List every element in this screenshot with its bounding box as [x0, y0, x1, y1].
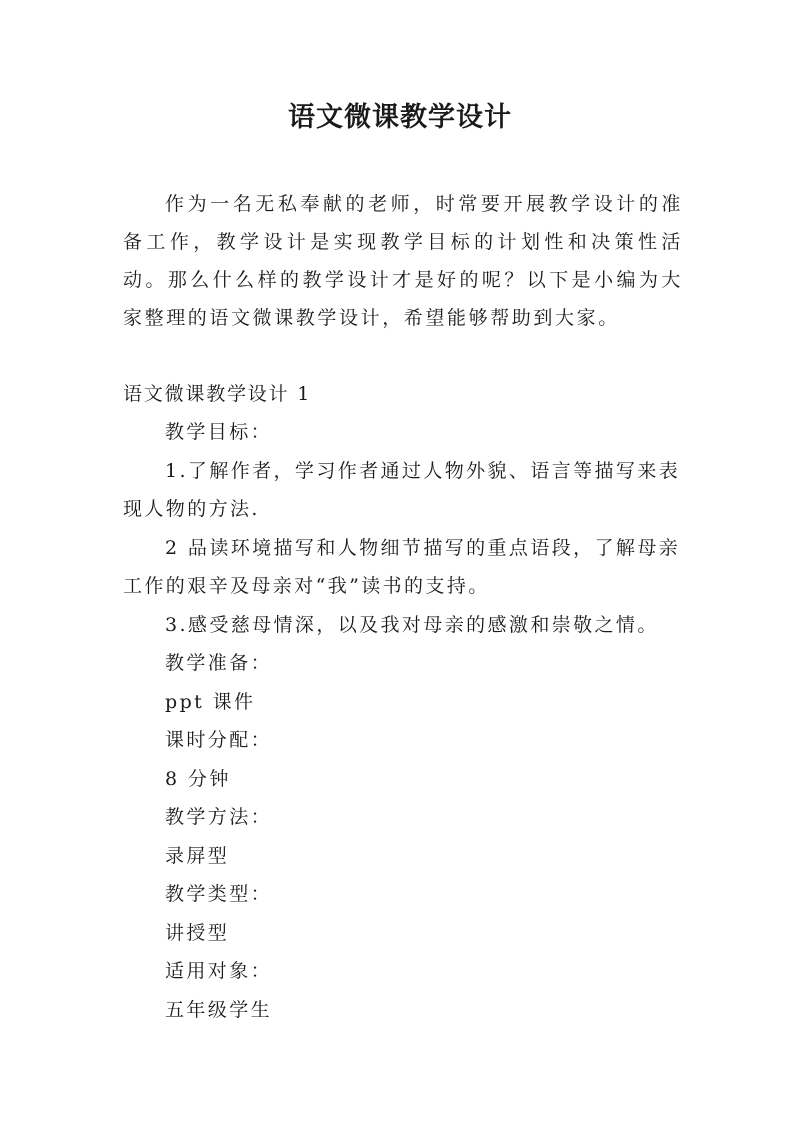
- paragraph-audience-value: 五年级学生: [165, 998, 273, 1021]
- paragraph-method-value: 录屏型: [165, 844, 230, 867]
- paragraph-goal-3: 3.感受慈母情深，以及我对母亲的感激和崇敬之情。: [165, 613, 659, 636]
- paragraph-goal-1: 1.了解作者，学习作者通过人物外貌、语言等描写来表现人物的方法.: [123, 459, 681, 520]
- paragraph-schedule-label: 课时分配：: [165, 729, 273, 751]
- paragraph-method-label: 教学方法：: [165, 806, 273, 828]
- paragraph-audience-label: 适用对象：: [165, 960, 273, 982]
- paragraph-preparation-value: ppt 课件: [165, 690, 256, 713]
- paragraph-type-label: 教学类型：: [165, 883, 273, 905]
- paragraph-schedule-value: 8 分钟: [165, 767, 231, 790]
- paragraph-type-value: 讲授型: [165, 921, 230, 944]
- section-body: [123, 413, 683, 1029]
- paragraph-goal-2: 2 品读环境描写和人物细节描写的重点语段，了解母亲工作的艰辛及母亲对“我”读书的支持。: [123, 536, 681, 597]
- paragraph-teaching-goals-label: 教学目标：: [165, 421, 273, 443]
- page-title: 语文微课教学设计: [288, 102, 512, 133]
- section-heading: 语文微课教学设计 1: [123, 383, 312, 405]
- intro-paragraph: 作为一名无私奉献的老师，时常要开展教学设计的准备工作，教学设计是实现教学目标的计划性和决策性活动。那么什么样的教学设计才是好的呢？以下是小编为大家整理的语文微课教学设计，希望能够帮助到大家。: [123, 193, 683, 329]
- paragraph-preparation-label: 教学准备：: [165, 652, 273, 674]
